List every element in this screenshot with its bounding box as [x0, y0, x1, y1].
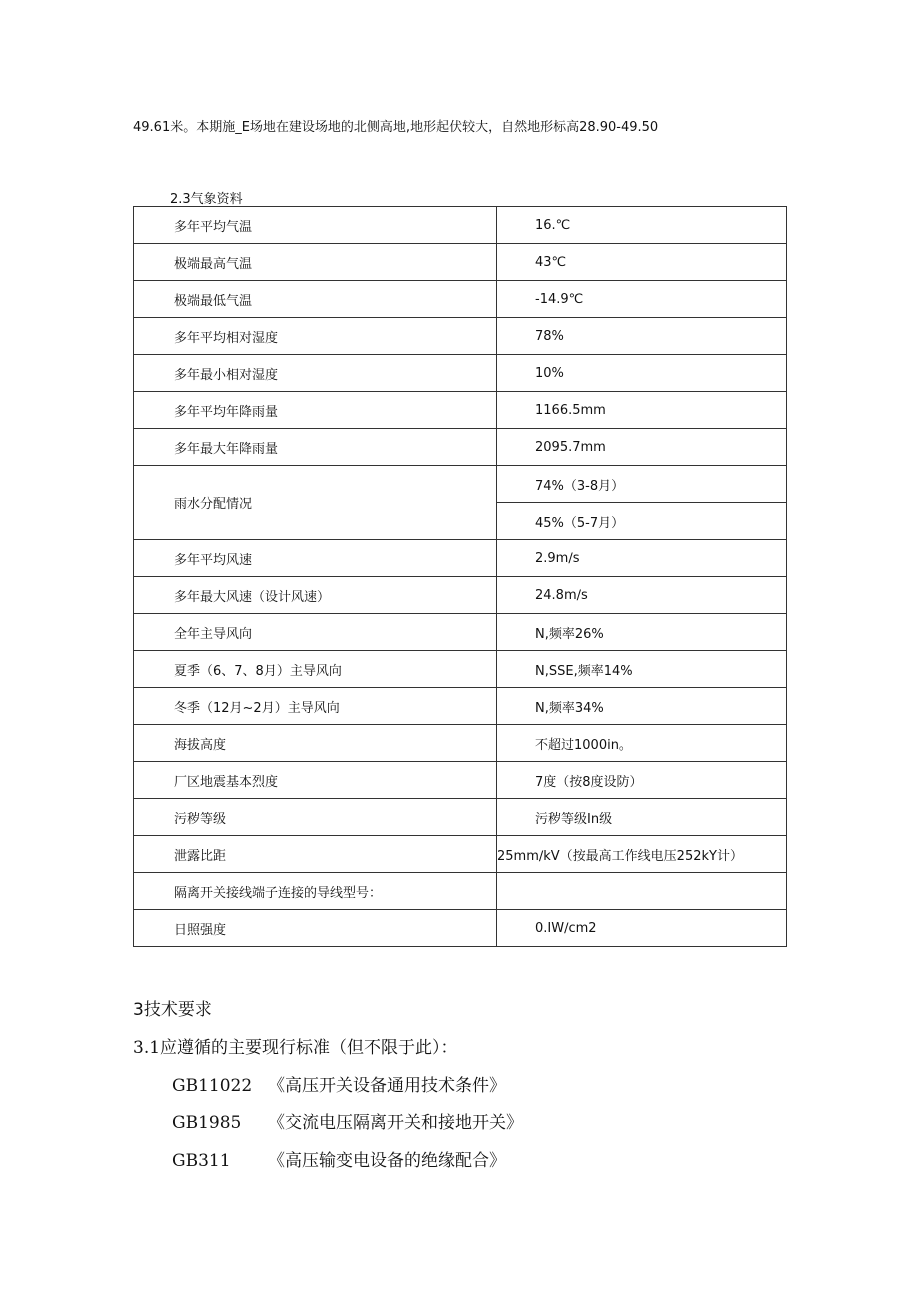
table-row [134, 281, 787, 318]
row-value: N,频率26% [497, 614, 787, 651]
row-value: N,SSE,频率14% [497, 651, 787, 688]
table-caption: 2.3气象资料 [170, 192, 243, 207]
row-value: 78% [497, 318, 787, 355]
table-row [134, 429, 787, 466]
row-label: 泄露比距 [134, 836, 497, 873]
intro-paragraph: 49.61米。本期施_E场地在建设场地的北侧高地,地形起伏较大，自然地形标高28.90-49.50 [133, 120, 659, 135]
row-value: 10% [497, 355, 787, 392]
standard-item [172, 1108, 523, 1133]
row-label: 多年平均年降雨量 [134, 392, 497, 429]
table-row [134, 799, 787, 836]
meteorological-table [133, 206, 787, 947]
row-value: 不超过1000in。 [497, 725, 787, 762]
row-value: 7度（按8度设防） [497, 762, 787, 799]
row-label: 污秽等级 [134, 799, 497, 836]
table-row [134, 355, 787, 392]
section-3-1-heading: 3.1应遵循的主要现行标准（但不限于此）： [133, 1038, 458, 1058]
table-row [134, 688, 787, 725]
table-row [134, 910, 787, 947]
row-label: 多年最大年降雨量 [134, 429, 497, 466]
row-label: 多年最大风速（设计风速） [134, 577, 497, 614]
standard-code: GB1985 [172, 1113, 242, 1133]
row-label: 厂区地震基本烈度 [134, 762, 497, 799]
row-label: 多年平均相对湿度 [134, 318, 497, 355]
row-value: 1166.5mm [497, 392, 787, 429]
row-label: 全年主导风向 [134, 614, 497, 651]
table-row [134, 207, 787, 244]
table-row [134, 577, 787, 614]
row-value: 45%（5-7月） [497, 503, 787, 540]
standard-title: 《交流电压隔离开关和接地开关》 [268, 1113, 523, 1133]
row-label: 雨水分配情况 [134, 466, 497, 540]
table-row [134, 873, 787, 910]
table-row [134, 244, 787, 281]
row-value: 43℃ [497, 244, 787, 281]
row-label: 多年平均气温 [134, 207, 497, 244]
standard-item [172, 1146, 506, 1171]
standard-title: 《高压输变电设备的绝缘配合》 [268, 1151, 506, 1171]
section-3-heading: 3技术要求 [133, 1000, 212, 1020]
table-row [134, 614, 787, 651]
row-value: 24.8m∕s [497, 577, 787, 614]
row-value [497, 873, 787, 910]
standard-code: GB11022 [172, 1076, 253, 1096]
table-row [134, 651, 787, 688]
table-row [134, 466, 787, 503]
table-row [134, 318, 787, 355]
row-label: 海拔高度 [134, 725, 497, 762]
table-row [134, 540, 787, 577]
standard-item [172, 1071, 506, 1096]
row-value: 25mm∕kV（按最高工作线电压252kY计） [497, 836, 787, 873]
row-value: N,频率34% [497, 688, 787, 725]
row-value: 2095.7mm [497, 429, 787, 466]
row-label: 多年最小相对湿度 [134, 355, 497, 392]
row-value: 74%（3-8月） [497, 466, 787, 503]
row-value: 16.℃ [497, 207, 787, 244]
row-label: 极端最高气温 [134, 244, 497, 281]
row-value: 2.9m∕s [497, 540, 787, 577]
standard-code: GB311 [172, 1151, 231, 1171]
row-label: 隔离开关接线端子连接的导线型号： [134, 873, 497, 910]
row-label: 极端最低气温 [134, 281, 497, 318]
row-value: 0.IW∕cm2 [497, 910, 787, 947]
row-label: 冬季（12月~2月）主导风向 [134, 688, 497, 725]
row-value: 污秽等级In级 [497, 799, 787, 836]
table-row [134, 836, 787, 873]
table-row [134, 392, 787, 429]
table-row [134, 762, 787, 799]
row-label: 夏季（6、7、8月）主导风向 [134, 651, 497, 688]
table-row [134, 725, 787, 762]
row-label: 日照强度 [134, 910, 497, 947]
row-value: -14.9℃ [497, 281, 787, 318]
standard-title: 《高压开关设备通用技术条件》 [268, 1076, 506, 1096]
row-label: 多年平均风速 [134, 540, 497, 577]
